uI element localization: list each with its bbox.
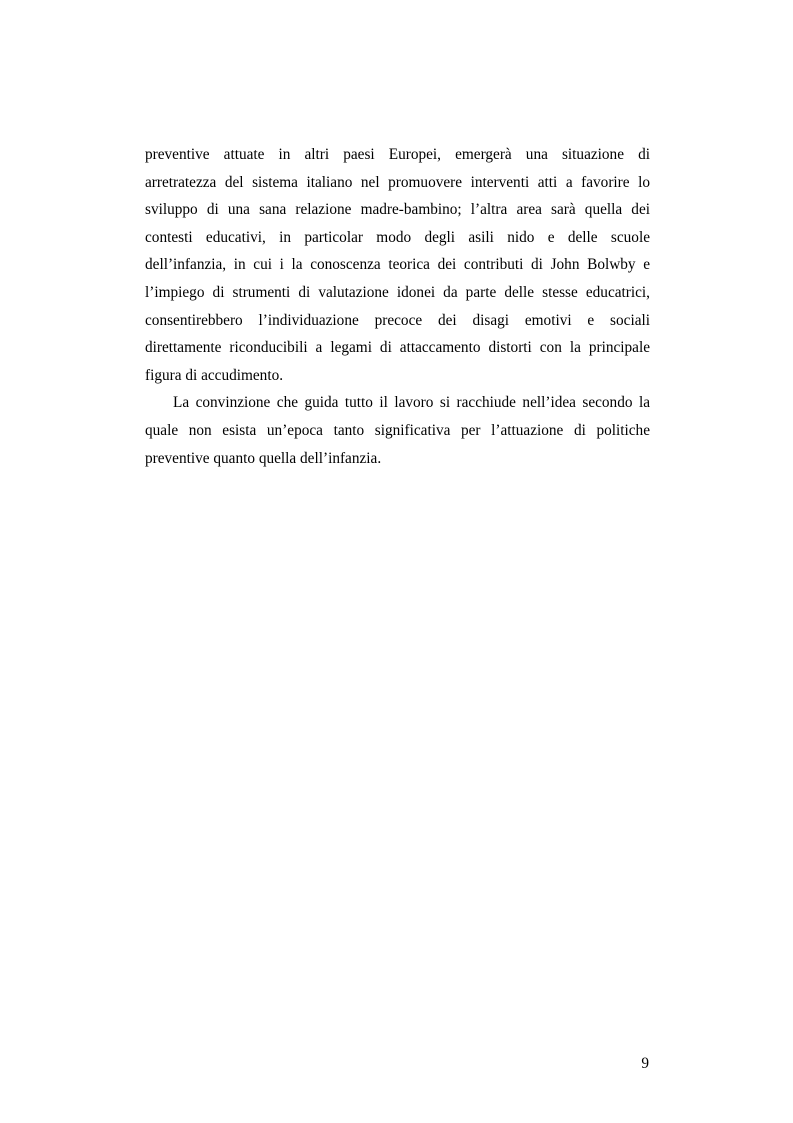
text-line: l’impiego di strumenti di valutazione idonei da parte delle stesse educatrici, xyxy=(145,283,650,301)
text-line: contesti educativi, in particolar modo degli asili nido e delle scuole xyxy=(145,228,650,246)
text-line: dell’infanzia, in cui i la conoscenza teorica dei contributi di John Bolwby e xyxy=(145,256,650,274)
paragraph-1 xyxy=(145,141,650,389)
text-line: sviluppo di una sana relazione madre-bambino; l’altra area sarà quella dei xyxy=(145,201,650,219)
page-number: 9 xyxy=(641,1055,649,1072)
text-line: direttamente riconducibili a legami di attaccamento distorti con la principale xyxy=(145,339,650,357)
text-line: preventive quanto quella dell’infanzia. xyxy=(145,449,382,467)
text-line: consentirebbero l’individuazione precoce dei disagi emotivi e sociali xyxy=(145,311,650,329)
text-line: preventive attuate in altri paesi Europei, emergerà una situazione di xyxy=(145,146,650,163)
text-line: figura di accudimento. xyxy=(145,366,284,384)
text-line: La convinzione che guida tutto il lavoro si racchiude nell’idea secondo la xyxy=(173,394,650,412)
text-line: arretratezza del sistema italiano nel promuovere interventi atti a favorire lo xyxy=(145,173,650,191)
paragraph-2 xyxy=(145,389,650,472)
text-line: quale non esista un’epoca tanto significativa per l’attuazione di politiche xyxy=(145,421,650,439)
body-text xyxy=(145,141,650,472)
